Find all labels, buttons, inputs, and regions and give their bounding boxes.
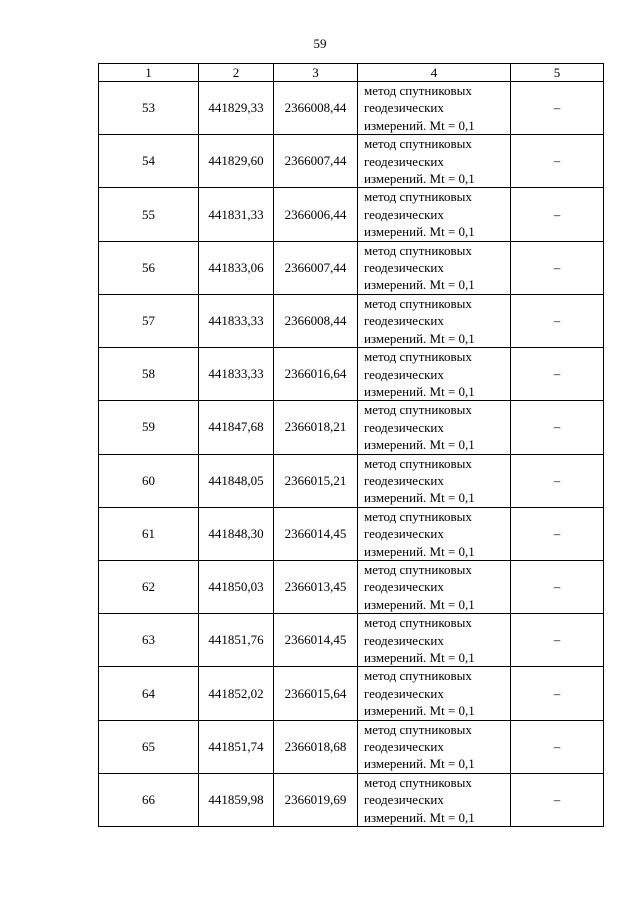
point-number-cell: 63 <box>99 614 199 667</box>
method-text-line: измерений. Mt = 0,1 <box>364 383 475 399</box>
table-row <box>99 454 604 507</box>
x-coordinate-cell: 441859,98 <box>199 773 274 826</box>
method-text-line: геодезических <box>364 792 444 808</box>
method-text-line: измерений. Mt = 0,1 <box>364 490 475 506</box>
column-5-cell: – <box>511 773 604 826</box>
method-text-line: геодезических <box>364 526 444 542</box>
column-5-cell: – <box>511 82 604 135</box>
y-coordinate-cell: 2366006,44 <box>274 188 358 241</box>
x-coordinate-cell: 441851,76 <box>199 614 274 667</box>
table-row <box>99 401 604 454</box>
method-text-line: геодезических <box>364 579 444 595</box>
y-coordinate-cell: 2366014,45 <box>274 507 358 560</box>
method-text-line: геодезических <box>364 739 444 755</box>
point-number-cell: 59 <box>99 401 199 454</box>
x-coordinate-cell: 441848,30 <box>199 507 274 560</box>
method-text-line: геодезических <box>364 632 444 648</box>
column-5-cell: – <box>511 294 604 347</box>
table-header-row <box>99 64 604 82</box>
method-cell <box>358 135 511 188</box>
table-row <box>99 720 604 773</box>
table-row <box>99 188 604 241</box>
y-coordinate-cell: 2366019,69 <box>274 773 358 826</box>
method-text-line: измерений. Mt = 0,1 <box>364 277 475 293</box>
method-text-line: метод спутниковых <box>364 242 472 258</box>
method-text-line: геодезических <box>364 100 444 116</box>
y-coordinate-cell: 2366018,21 <box>274 401 358 454</box>
x-coordinate-cell: 441833,33 <box>199 348 274 401</box>
method-cell <box>358 188 511 241</box>
coordinates-table <box>98 63 604 827</box>
table-row <box>99 135 604 188</box>
method-text-line: геодезических <box>364 313 444 329</box>
table-row <box>99 667 604 720</box>
x-coordinate-cell: 441833,06 <box>199 241 274 294</box>
method-cell <box>358 614 511 667</box>
method-cell <box>358 560 511 613</box>
column-5-cell: – <box>511 188 604 241</box>
table-row <box>99 614 604 667</box>
method-text-line: измерений. Mt = 0,1 <box>364 596 475 612</box>
point-number-cell: 58 <box>99 348 199 401</box>
column-5-cell: – <box>511 614 604 667</box>
point-number-cell: 56 <box>99 241 199 294</box>
method-text-line: метод спутниковых <box>364 455 472 471</box>
method-text-line: измерений. Mt = 0,1 <box>364 650 475 665</box>
x-coordinate-cell: 441848,05 <box>199 454 274 507</box>
point-number-cell: 53 <box>99 82 199 135</box>
y-coordinate-cell: 2366018,68 <box>274 720 358 773</box>
header-col-4: 4 <box>358 64 511 82</box>
method-cell <box>358 667 511 720</box>
method-text-line: геодезических <box>364 419 444 435</box>
y-coordinate-cell: 2366007,44 <box>274 135 358 188</box>
method-text-line: метод спутниковых <box>364 508 472 524</box>
point-number-cell: 61 <box>99 507 199 560</box>
method-cell <box>358 507 511 560</box>
method-text-line: геодезических <box>364 260 444 276</box>
method-text-line: метод спутниковых <box>364 136 472 152</box>
method-text-line: измерений. Mt = 0,1 <box>364 224 475 240</box>
method-cell <box>358 454 511 507</box>
table-row <box>99 241 604 294</box>
method-text-line: метод спутниковых <box>364 402 472 418</box>
method-text-line: метод спутниковых <box>364 83 472 98</box>
table-row <box>99 773 604 826</box>
column-5-cell: – <box>511 454 604 507</box>
x-coordinate-cell: 441851,74 <box>199 720 274 773</box>
method-cell <box>358 773 511 826</box>
method-text-line: метод спутниковых <box>364 615 472 631</box>
column-5-cell: – <box>511 507 604 560</box>
table-row <box>99 560 604 613</box>
point-number-cell: 62 <box>99 560 199 613</box>
method-cell <box>358 720 511 773</box>
header-col-5: 5 <box>511 64 604 82</box>
y-coordinate-cell: 2366015,64 <box>274 667 358 720</box>
y-coordinate-cell: 2366016,64 <box>274 348 358 401</box>
column-5-cell: – <box>511 560 604 613</box>
header-col-3: 3 <box>274 64 358 82</box>
method-text-line: метод спутниковых <box>364 295 472 311</box>
point-number-cell: 60 <box>99 454 199 507</box>
method-text-line: метод спутниковых <box>364 668 472 684</box>
y-coordinate-cell: 2366014,45 <box>274 614 358 667</box>
method-text-line: метод спутниковых <box>364 189 472 205</box>
method-cell <box>358 82 511 135</box>
y-coordinate-cell: 2366008,44 <box>274 82 358 135</box>
point-number-cell: 57 <box>99 294 199 347</box>
table-row <box>99 348 604 401</box>
method-cell <box>358 401 511 454</box>
point-number-cell: 65 <box>99 720 199 773</box>
x-coordinate-cell: 441850,03 <box>199 560 274 613</box>
x-coordinate-cell: 441831,33 <box>199 188 274 241</box>
table-row <box>99 294 604 347</box>
method-cell <box>358 241 511 294</box>
header-col-2: 2 <box>199 64 274 82</box>
y-coordinate-cell: 2366007,44 <box>274 241 358 294</box>
method-text-line: измерений. Mt = 0,1 <box>364 171 475 187</box>
y-coordinate-cell: 2366013,45 <box>274 560 358 613</box>
method-text-line: измерений. Mt = 0,1 <box>364 809 475 825</box>
table-row <box>99 507 604 560</box>
method-text-line: метод спутниковых <box>364 349 472 365</box>
method-text-line: геодезических <box>364 685 444 701</box>
column-5-cell: – <box>511 348 604 401</box>
column-5-cell: – <box>511 135 604 188</box>
method-text-line: измерений. Mt = 0,1 <box>364 330 475 346</box>
method-text-line: геодезических <box>364 366 444 382</box>
method-text-line: измерений. Mt = 0,1 <box>364 437 475 453</box>
x-coordinate-cell: 441829,33 <box>199 82 274 135</box>
method-cell <box>358 294 511 347</box>
x-coordinate-cell: 441852,02 <box>199 667 274 720</box>
method-text-line: геодезических <box>364 153 444 169</box>
x-coordinate-cell: 441847,68 <box>199 401 274 454</box>
column-5-cell: – <box>511 241 604 294</box>
point-number-cell: 54 <box>99 135 199 188</box>
method-text-line: геодезических <box>364 206 444 222</box>
method-text-line: метод спутниковых <box>364 721 472 737</box>
method-text-line: измерений. Mt = 0,1 <box>364 543 475 559</box>
method-text-line: метод спутниковых <box>364 561 472 577</box>
table-row <box>99 82 604 135</box>
method-text-line: метод спутниковых <box>364 774 472 790</box>
method-cell <box>358 348 511 401</box>
page-number: 59 <box>313 36 327 51</box>
point-number-cell: 55 <box>99 188 199 241</box>
point-number-cell: 64 <box>99 667 199 720</box>
y-coordinate-cell: 2366008,44 <box>274 294 358 347</box>
method-text-line: измерений. Mt = 0,1 <box>364 703 475 719</box>
column-5-cell: – <box>511 401 604 454</box>
point-number-cell: 66 <box>99 773 199 826</box>
x-coordinate-cell: 441829,60 <box>199 135 274 188</box>
column-5-cell: – <box>511 667 604 720</box>
y-coordinate-cell: 2366015,21 <box>274 454 358 507</box>
column-5-cell: – <box>511 720 604 773</box>
header-col-1: 1 <box>99 64 199 82</box>
method-text-line: геодезических <box>364 472 444 488</box>
method-text-line: измерений. Mt = 0,1 <box>364 756 475 772</box>
method-text-line: измерений. Mt = 0,1 <box>364 117 475 133</box>
x-coordinate-cell: 441833,33 <box>199 294 274 347</box>
